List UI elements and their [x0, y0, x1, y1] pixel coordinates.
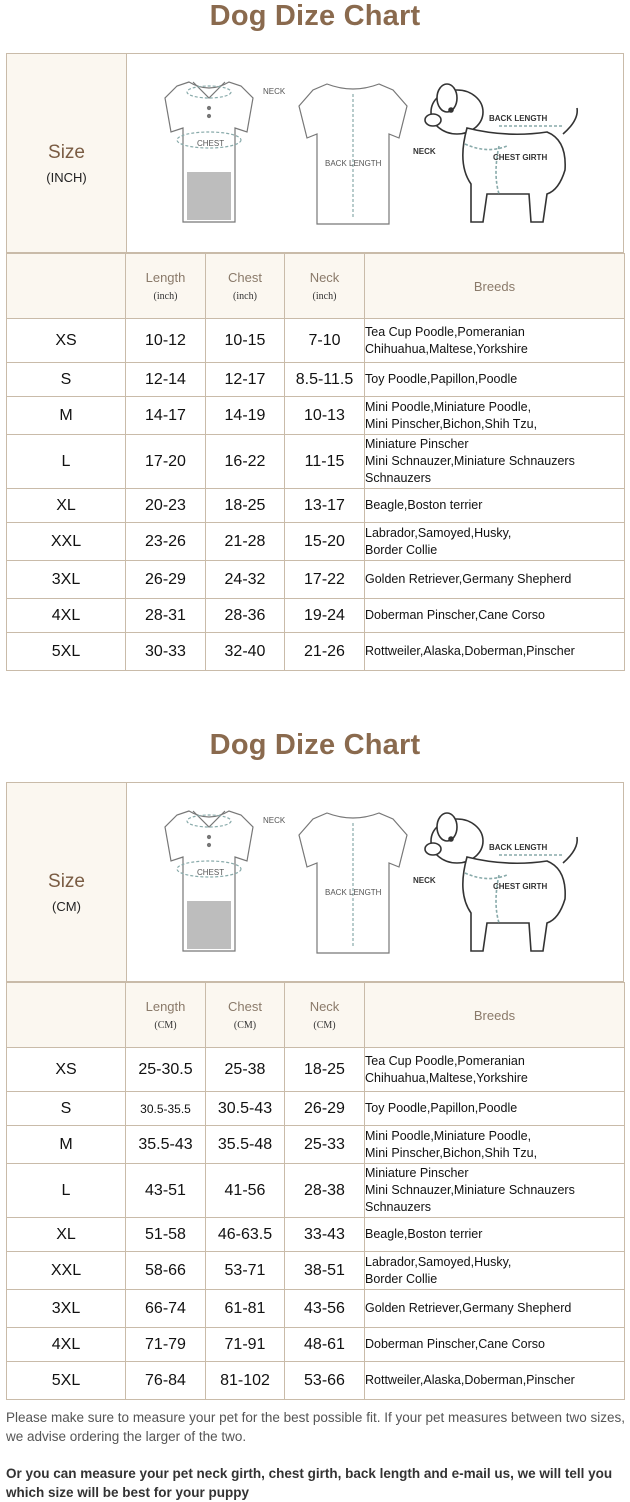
chest-value: 12-17 — [206, 363, 285, 397]
header-neck-label: Neck — [309, 270, 340, 285]
size-cell-value: M — [7, 397, 126, 435]
neck-value: 19-24 — [285, 599, 365, 633]
length-value: 25-30.5 — [126, 1048, 206, 1092]
length-value: 51-58 — [126, 1218, 206, 1252]
length-value: 35.5-43 — [126, 1126, 206, 1164]
length-value: 30.5-35.5 — [126, 1092, 206, 1126]
table-row — [7, 319, 625, 363]
chest-label: CHEST — [197, 139, 225, 148]
table-row — [7, 1218, 625, 1252]
breeds-value: Beagle,Boston terrier — [365, 489, 625, 523]
neck-value: 17-22 — [285, 561, 365, 599]
dog-back-length-label: BACK LENGTH — [489, 114, 548, 123]
neck-value: 18-25 — [285, 1048, 365, 1092]
table-row — [7, 1328, 625, 1362]
length-value: 76-84 — [126, 1362, 206, 1400]
size-cell-value: 5XL — [7, 1362, 126, 1400]
chest-value: 16-22 — [206, 435, 285, 489]
neck-value: 48-61 — [285, 1328, 365, 1362]
header-empty — [7, 254, 126, 319]
table-row — [7, 1290, 625, 1328]
chest-value: 30.5-43 — [206, 1092, 285, 1126]
breeds-value: Labrador,Samoyed,Husky, Border Collie — [365, 1252, 625, 1290]
breeds-value: Toy Poodle,Papillon,Poodle — [365, 1092, 625, 1126]
breeds-value: Mini Poodle,Miniature Poodle, Mini Pinscher,Bichon,Shih Tzu, — [365, 1126, 625, 1164]
length-value: 23-26 — [126, 523, 206, 561]
measurement-illustration — [127, 54, 623, 252]
header-neck — [285, 254, 365, 319]
length-value: 26-29 — [126, 561, 206, 599]
chest-label: CHEST — [197, 868, 225, 877]
breeds-value: Mini Poodle,Miniature Poodle, Mini Pinscher,Bichon,Shih Tzu, — [365, 397, 625, 435]
length-value: 17-20 — [126, 435, 206, 489]
chest-value: 81-102 — [206, 1362, 285, 1400]
size-table-cm — [6, 982, 625, 1400]
table-header-row — [7, 254, 625, 319]
size-label: Size — [48, 142, 85, 163]
header-chest-label: Chest — [228, 999, 262, 1014]
length-value: 43-51 — [126, 1164, 206, 1218]
chest-value: 46-63.5 — [206, 1218, 285, 1252]
table-row — [7, 1252, 625, 1290]
chest-value: 71-91 — [206, 1328, 285, 1362]
header-length — [126, 254, 206, 319]
unit-label: (CM) — [52, 899, 81, 914]
chest-value: 41-56 — [206, 1164, 285, 1218]
chest-value: 53-71 — [206, 1252, 285, 1290]
neck-value: 26-29 — [285, 1092, 365, 1126]
breeds-value: Doberman Pinscher,Cane Corso — [365, 599, 625, 633]
chest-value: 21-28 — [206, 523, 285, 561]
neck-value: 8.5-11.5 — [285, 363, 365, 397]
header-length-label: Length — [145, 270, 186, 285]
length-value: 28-31 — [126, 599, 206, 633]
neck-value: 21-26 — [285, 633, 365, 671]
size-cell-value: 3XL — [7, 561, 126, 599]
chest-value: 32-40 — [206, 633, 285, 671]
length-value: 71-79 — [126, 1328, 206, 1362]
neck-value: 53-66 — [285, 1362, 365, 1400]
size-cell-value: S — [7, 1092, 126, 1126]
header-neck-unit: (inch) — [312, 291, 337, 302]
length-value: 12-14 — [126, 363, 206, 397]
size-cell-value: XXL — [7, 1252, 126, 1290]
breeds-value: Tea Cup Poodle,Pomeranian Chihuahua,Maltese,Yorkshire — [365, 319, 625, 363]
table-row — [7, 1126, 625, 1164]
size-label: Size — [48, 871, 85, 892]
neck-value: 25-33 — [285, 1126, 365, 1164]
header-neck-unit: (CM) — [313, 1020, 336, 1031]
header-neck-label: Neck — [309, 999, 340, 1014]
table-row — [7, 523, 625, 561]
breeds-value: Rottweiler,Alaska,Doberman,Pinscher — [365, 1362, 625, 1400]
header-length-label: Length — [145, 999, 186, 1014]
dog-neck-label: NECK — [413, 147, 436, 156]
chest-value: 18-25 — [206, 489, 285, 523]
size-cell-value: 5XL — [7, 633, 126, 671]
neck-value: 43-56 — [285, 1290, 365, 1328]
neck-value: 11-15 — [285, 435, 365, 489]
polo-shirt-illustration — [165, 811, 253, 951]
contact-note: Or you can measure your pet neck girth, chest girth, back length and e-mail us, we will tell you which size will be best for your puppy — [6, 1466, 613, 1500]
dog-back-length-label: BACK LENGTH — [489, 843, 548, 852]
size-cell-value: XS — [7, 1048, 126, 1092]
header-chest-unit: (inch) — [233, 291, 257, 302]
back-length-label: BACK LENGTH — [325, 159, 382, 168]
breeds-value: Tea Cup Poodle,Pomeranian Chihuahua,Maltese,Yorkshire — [365, 1048, 625, 1092]
size-cell-value: XL — [7, 1218, 126, 1252]
length-value: 58-66 — [126, 1252, 206, 1290]
header-neck — [285, 983, 365, 1048]
size-cell-value: 3XL — [7, 1290, 126, 1328]
length-value: 14-17 — [126, 397, 206, 435]
neck-value: 15-20 — [285, 523, 365, 561]
fit-note: Please make sure to measure your pet for the best possible fit. If your pet measures between two sizes, we advise ordering the larger of the two. — [6, 1410, 626, 1444]
table-header-row — [7, 983, 625, 1048]
header-breeds — [365, 983, 625, 1048]
table-row — [7, 1092, 625, 1126]
length-value: 66-74 — [126, 1290, 206, 1328]
header-breeds-label: Breeds — [473, 278, 516, 294]
breeds-value: Golden Retriever,Germany Shepherd — [365, 561, 625, 599]
chest-girth-label: CHEST GIRTH — [493, 153, 548, 162]
table-row — [7, 1048, 625, 1092]
chest-value: 24-32 — [206, 561, 285, 599]
measurement-header — [6, 53, 624, 253]
table-row — [7, 435, 625, 489]
size-cell-value: XS — [7, 319, 126, 363]
header-chest — [206, 254, 285, 319]
header-length-unit: (inch) — [153, 291, 178, 302]
size-cell-value: S — [7, 363, 126, 397]
header-length-unit: (CM) — [154, 1020, 177, 1031]
breeds-value: Doberman Pinscher,Cane Corso — [365, 1328, 625, 1362]
header-length — [126, 983, 206, 1048]
header-breeds-label: Breeds — [473, 1007, 516, 1023]
neck-value: 10-13 — [285, 397, 365, 435]
neck-value: 28-38 — [285, 1164, 365, 1218]
breeds-value: Golden Retriever,Germany Shepherd — [365, 1290, 625, 1328]
chest-value: 25-38 — [206, 1048, 285, 1092]
chest-value: 28-36 — [206, 599, 285, 633]
table-row — [7, 599, 625, 633]
size-cell-value: XXL — [7, 523, 126, 561]
table-row — [7, 633, 625, 671]
neck-label: NECK — [263, 816, 286, 825]
header-chest-unit: (CM) — [233, 1020, 257, 1031]
back-length-label: BACK LENGTH — [325, 888, 382, 897]
size-cell-value: L — [7, 435, 126, 489]
table-row — [7, 561, 625, 599]
neck-value: 7-10 — [285, 319, 365, 363]
size-cell-value: 4XL — [7, 1328, 126, 1362]
shirt-back-illustration — [299, 813, 407, 953]
dog-neck-label: NECK — [413, 876, 436, 885]
breeds-value: Toy Poodle,Papillon,Poodle — [365, 363, 625, 397]
chart-title: Dog Dize Chart — [209, 0, 421, 32]
chest-value: 10-15 — [206, 319, 285, 363]
size-table-inch — [6, 253, 625, 671]
chest-girth-label: CHEST GIRTH — [493, 882, 548, 891]
table-row — [7, 397, 625, 435]
table-row — [7, 1164, 625, 1218]
chest-value: 61-81 — [206, 1290, 285, 1328]
chest-value: 35.5-48 — [206, 1126, 285, 1164]
header-empty — [7, 983, 126, 1048]
measurement-illustration — [127, 783, 623, 981]
length-value: 20-23 — [126, 489, 206, 523]
size-cell-value: M — [7, 1126, 126, 1164]
neck-value: 33-43 — [285, 1218, 365, 1252]
polo-shirt-illustration — [165, 82, 253, 222]
length-value: 30-33 — [126, 633, 206, 671]
breeds-value: Beagle,Boston terrier — [365, 1218, 625, 1252]
length-value: 10-12 — [126, 319, 206, 363]
unit-label: (INCH) — [46, 170, 87, 185]
size-cell-value: XL — [7, 489, 126, 523]
header-chest-label: Chest — [228, 270, 262, 285]
size-cell — [7, 54, 127, 252]
table-row — [7, 1362, 625, 1400]
size-cell — [7, 783, 127, 981]
header-chest — [206, 983, 285, 1048]
neck-value: 38-51 — [285, 1252, 365, 1290]
breeds-value: Miniature Pinscher Mini Schnauzer,Miniature Schnauzers Schnauzers — [365, 435, 625, 489]
chest-value: 14-19 — [206, 397, 285, 435]
table-row — [7, 489, 625, 523]
header-breeds — [365, 254, 625, 319]
neck-value: 13-17 — [285, 489, 365, 523]
breeds-value: Rottweiler,Alaska,Doberman,Pinscher — [365, 633, 625, 671]
chart-title: Dog Dize Chart — [209, 729, 421, 761]
shirt-back-illustration — [299, 84, 407, 224]
neck-label: NECK — [263, 87, 286, 96]
breeds-value: Miniature Pinscher Mini Schnauzer,Miniature Schnauzers Schnauzers — [365, 1164, 625, 1218]
size-cell-value: 4XL — [7, 599, 126, 633]
breeds-value: Labrador,Samoyed,Husky, Border Collie — [365, 523, 625, 561]
table-row — [7, 363, 625, 397]
measurement-header — [6, 782, 624, 982]
size-cell-value: L — [7, 1164, 126, 1218]
